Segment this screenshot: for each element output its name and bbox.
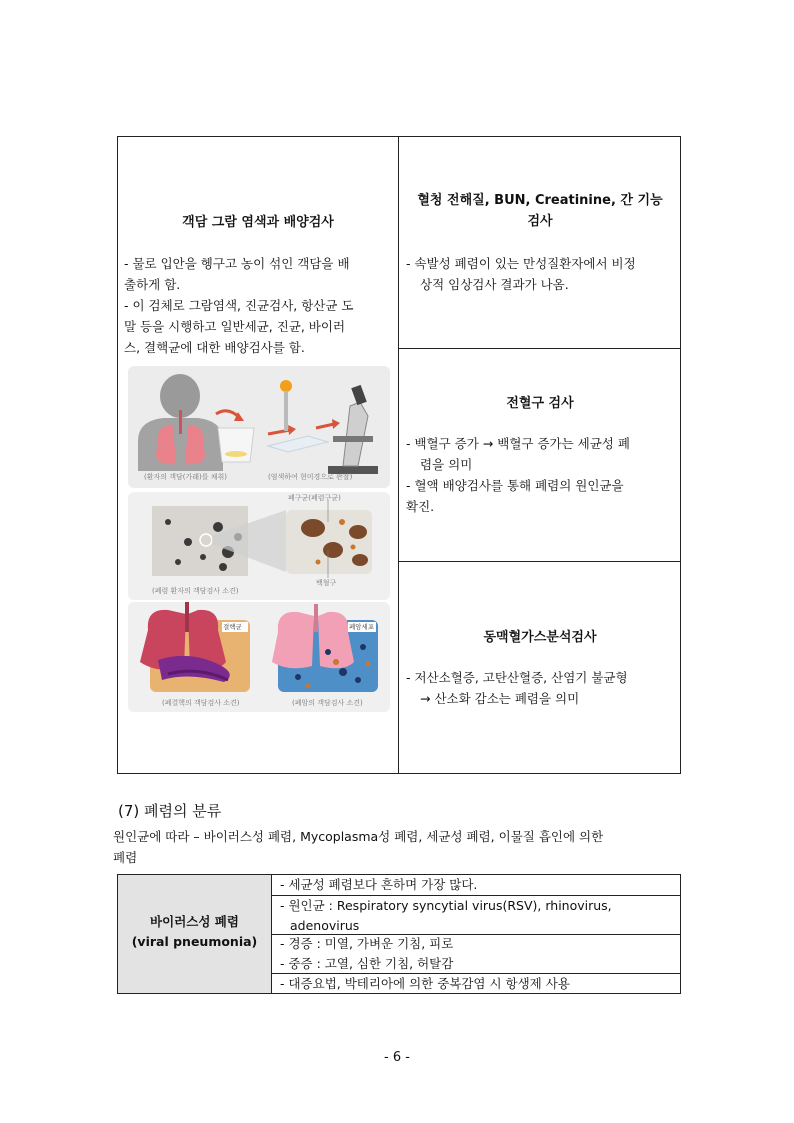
serum-test-title: 혈청 전해질, BUN, Creatinine, 간 기능 검사: [417, 193, 663, 229]
viral-row-1: - 세균성 폐렴보다 흔하며 가장 많다.: [280, 877, 478, 892]
abga-test-text: - 저산소혈증, 고탄산혈증, 산염기 불균형 → 산소화 감소는 폐렴을 의미: [406, 670, 628, 706]
cbc-test-text: - 백혈구 증가 → 백혈구 증가는 세균성 폐 렴을 의미 - 혈액 배양검사를 통해 폐렴의 원인균을 확진.: [406, 436, 630, 514]
row-divider: [398, 348, 681, 349]
sputum-collection-figure: (환자의 객담(가래)를 채취) (염색하여 현미경으로 관찰): [128, 366, 390, 488]
serum-test-text: - 속발성 폐렴이 있는 만성질환자에서 비정 상적 임상검사 결과가 나옴.: [406, 256, 636, 292]
left-cell-text-1: - 물로 입안을 헹구고 농이 섞인 객담을 배 출하게 함.: [124, 256, 350, 292]
sputum-collection-illustration: [128, 366, 390, 488]
cbc-test-title: 전혈구 검사: [506, 396, 574, 411]
left-cell-text-2: - 이 검체로 그람염색, 진균검사, 항산균 도 말 등을 시행하고 일반세균, 진균, 바이러 스, 결핵균에 대한 배양검사를 함.: [124, 298, 354, 355]
arrow-icon: [316, 424, 334, 428]
viral-row-4: - 대증요법, 박테리아에 의한 중복감염 시 항생제 사용: [280, 976, 570, 991]
viral-row-2: - 원인균 : Respiratory syncytial virus(RSV), rhinovirus, adenovirus: [280, 898, 612, 933]
viral-row-3: - 경증 : 미열, 가벼운 기침, 피로 - 중증 : 고열, 심한 기침, 허탈감: [280, 936, 454, 971]
page-number: - 6 -: [384, 1050, 410, 1065]
slide-icon: [268, 436, 328, 452]
pipette-icon: [280, 380, 292, 392]
section-heading: (7) 폐렴의 분류: [118, 802, 222, 820]
viral-label: 바이러스성 폐렴 (viral pneumonia): [131, 914, 258, 949]
section-intro: 원인균에 따라 – 바이러스성 폐렴, Mycoplasma성 폐렴, 세균성 폐렴, 이물질 흡인에 의한 폐렴: [113, 829, 604, 865]
tb-cancer-figure: 결핵균 폐암세포 (폐결핵의 객담검사 소견) (폐암의 객담검사 소견): [128, 602, 390, 712]
left-cell-title: 객담 그람 염색과 배양검사: [182, 215, 334, 230]
row-divider: [398, 561, 681, 562]
gram-stain-figure: 폐구균(폐렴구균) 백혈구 (폐렴 환자의 객담검사 소견): [128, 492, 390, 600]
lung-cancer-icon: [272, 612, 314, 668]
abga-test-title: 동맥혈가스분석검사: [483, 630, 597, 645]
